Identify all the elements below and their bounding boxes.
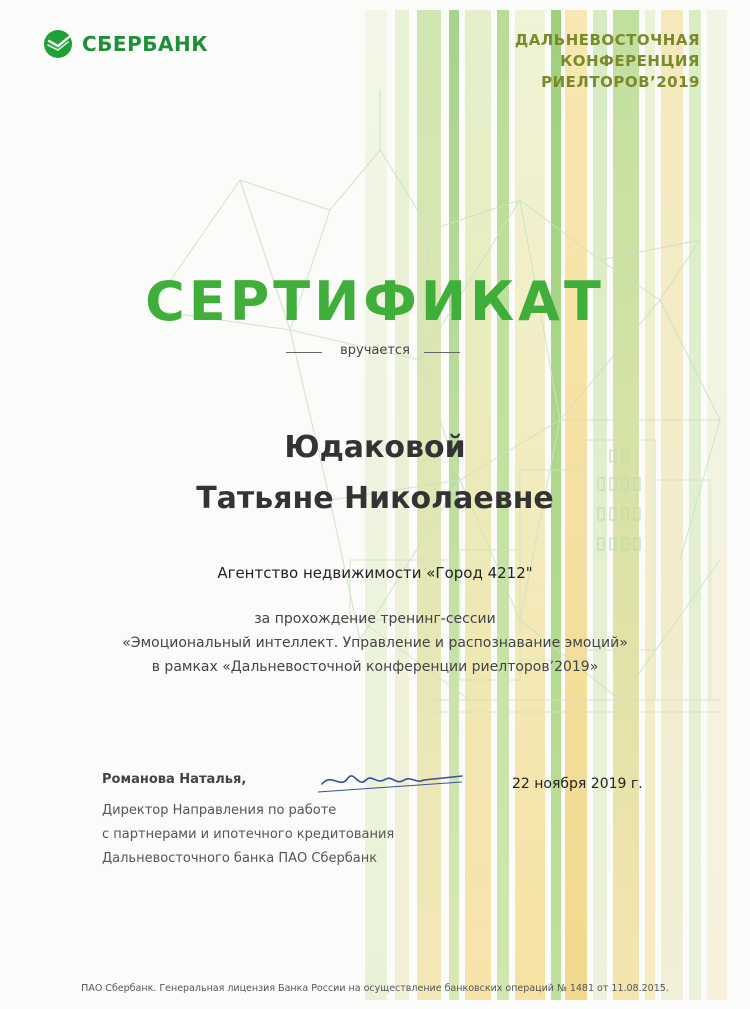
license-footer: ПАО Сбербанк. Генеральная лицензия Банка России на осуществление банковских операций № 1481 от 11.08.2015. [81, 983, 669, 994]
signer-name: Романова Наталья, [102, 772, 247, 787]
signer-position-line-2: с партнерами и ипотечного кредитования [102, 827, 395, 842]
issued-label: вручается [340, 343, 410, 358]
conference-name [515, 30, 700, 93]
signer-position-line-3: Дальневосточного банка ПАО Сбербанк [102, 851, 378, 866]
recipient-given-name: Татьяне Николаевне [196, 481, 554, 516]
sberbank-logo [42, 28, 208, 60]
conference-line-1: ДАЛЬНЕВОСТОЧНАЯ [514, 31, 700, 49]
signer-position-line-1: Директор Направления по работе [102, 803, 337, 818]
reason-line-3: в рамках «Дальневосточной конференции риелторов’2019» [151, 659, 599, 675]
issue-date: 22 ноября 2019 г. [512, 776, 643, 792]
issued-right-divider [424, 352, 460, 353]
conference-line-2: КОНФЕРЕНЦИЯ [559, 52, 700, 70]
recipient-surname: Юдаковой [284, 430, 466, 465]
certificate-title: СЕРТИФИКАТ [145, 270, 605, 333]
reason-line-2: «Эмоциональный интеллект. Управление и распознавание эмоций» [122, 635, 628, 651]
recipient-organization: Агентство недвижимости «Город 4212" [217, 564, 533, 582]
brand-name: СБЕРБАНК [82, 32, 209, 56]
conference-line-3: РИЕЛТОРОВ’2019 [541, 73, 700, 91]
sberbank-logo-icon [42, 28, 74, 60]
handwritten-signature-icon [312, 762, 472, 802]
reason-line-1: за прохождение тренинг-сессии [254, 611, 496, 627]
